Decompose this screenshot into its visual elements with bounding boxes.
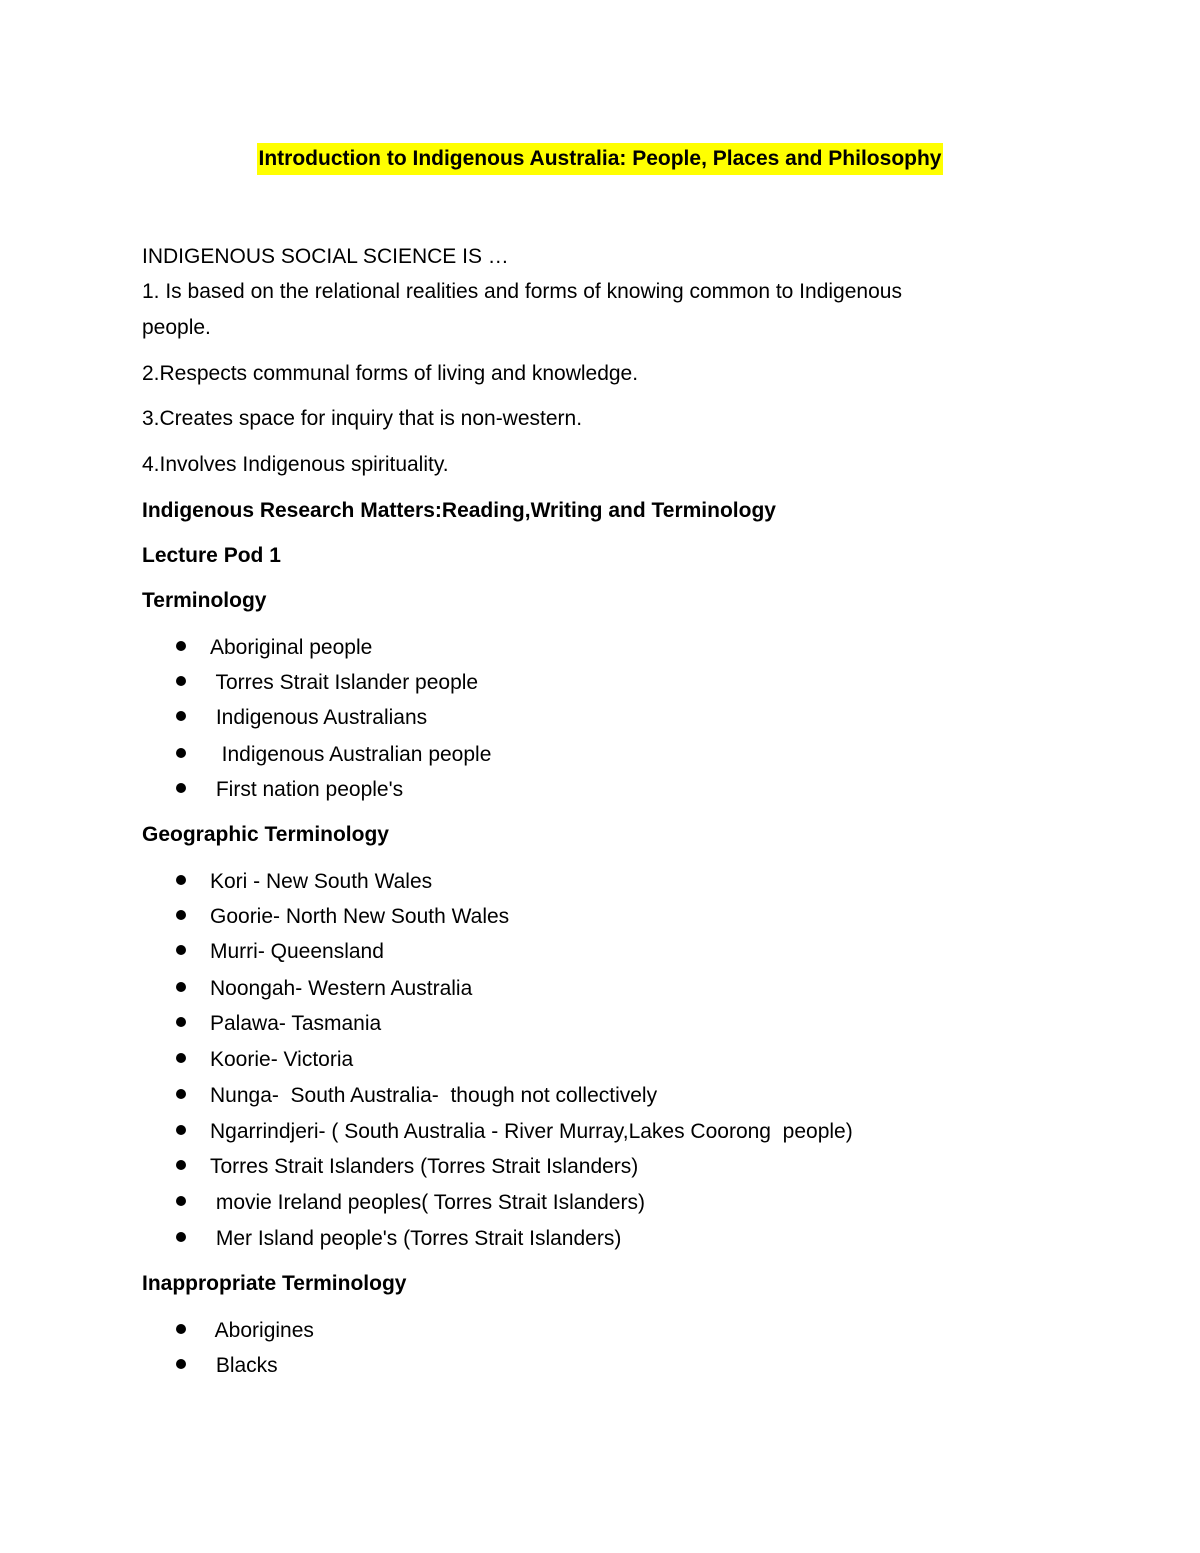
terminology-item	[176, 669, 478, 697]
bullet-icon	[176, 875, 186, 885]
document-title: Introduction to Indigenous Australia: People, Places and Philosophy	[257, 143, 944, 175]
geographic-item	[176, 1010, 381, 1038]
terminology-item-text: Torres Strait Islander people	[210, 671, 479, 694]
geographic-item-text: Kori - New South Wales	[210, 870, 433, 893]
geographic-item	[176, 1189, 645, 1217]
social-science-heading: INDIGENOUS SOCIAL SCIENCE IS …	[142, 245, 509, 268]
bullet-icon	[176, 1196, 186, 1206]
geographic-item-text: movie Ireland peoples( Torres Strait Islanders)	[210, 1191, 645, 1214]
geographic-item	[176, 975, 472, 1003]
bullet-icon	[176, 1232, 186, 1242]
geographic-item-text: Goorie- North New South Wales	[210, 905, 510, 928]
geographic-terminology-heading: Geographic Terminology	[142, 823, 389, 846]
bullet-icon	[176, 1160, 186, 1170]
terminology-heading: Terminology	[142, 589, 267, 612]
bullet-icon	[176, 711, 186, 721]
terminology-item	[176, 741, 491, 769]
research-heading: Indigenous Research Matters:Reading,Writing and Terminology	[142, 499, 776, 522]
geographic-item	[176, 1225, 621, 1253]
inappropriate-terminology-heading: Inappropriate Terminology	[142, 1272, 407, 1295]
bullet-icon	[176, 1017, 186, 1027]
geographic-item	[176, 868, 432, 896]
bullet-icon	[176, 783, 186, 793]
geographic-item	[176, 1082, 657, 1110]
bullet-icon	[176, 1089, 186, 1099]
bullet-icon	[176, 641, 186, 651]
bullet-icon	[176, 1324, 186, 1334]
geographic-item-text: Ngarrindjeri- ( South Australia - River Murray,Lakes Coorong people)	[210, 1120, 853, 1143]
geographic-item	[176, 903, 509, 931]
terminology-item-text: Indigenous Australian people	[210, 743, 492, 766]
social-science-item-3: 3.Creates space for inquiry that is non-western.	[142, 407, 583, 430]
bullet-icon	[176, 945, 186, 955]
bullet-icon	[176, 748, 186, 758]
geographic-item-text: Nunga- South Australia- though not collectively	[210, 1084, 658, 1107]
bullet-icon	[176, 982, 186, 992]
geographic-item	[176, 1153, 638, 1181]
geographic-item-text: Murri- Queensland	[210, 940, 384, 963]
terminology-item	[176, 776, 403, 804]
social-science-item-4: 4.Involves Indigenous spirituality.	[142, 453, 449, 476]
bullet-icon	[176, 1053, 186, 1063]
terminology-item	[176, 704, 427, 732]
social-science-item-1-line-1: 1. Is based on the relational realities and forms of knowing common to Indigenous	[142, 280, 902, 303]
geographic-item	[176, 1046, 353, 1074]
social-science-item-1-line-2: people.	[142, 316, 211, 339]
bullet-icon	[176, 676, 186, 686]
inappropriate-item-text: Blacks	[210, 1354, 278, 1377]
geographic-item	[176, 1118, 853, 1146]
geographic-item-text: Koorie- Victoria	[210, 1048, 354, 1071]
inappropriate-item	[176, 1352, 278, 1380]
terminology-item	[176, 634, 372, 662]
geographic-item-text: Mer Island people's (Torres Strait Islanders)	[210, 1227, 622, 1250]
title-container	[0, 143, 1200, 175]
terminology-item-text: Aboriginal people	[210, 636, 373, 659]
bullet-icon	[176, 1125, 186, 1135]
lecture-pod-heading: Lecture Pod 1	[142, 544, 281, 567]
social-science-item-2: 2.Respects communal forms of living and knowledge.	[142, 362, 639, 385]
terminology-item-text: First nation people's	[210, 778, 404, 801]
geographic-item-text: Noongah- Western Australia	[210, 977, 473, 1000]
inappropriate-item	[176, 1317, 314, 1345]
inappropriate-item-text: Aborigines	[210, 1319, 314, 1342]
geographic-item-text: Torres Strait Islanders (Torres Strait Islanders)	[210, 1155, 639, 1178]
geographic-item	[176, 938, 384, 966]
bullet-icon	[176, 910, 186, 920]
terminology-item-text: Indigenous Australians	[210, 706, 428, 729]
bullet-icon	[176, 1359, 186, 1369]
geographic-item-text: Palawa- Tasmania	[210, 1012, 382, 1035]
